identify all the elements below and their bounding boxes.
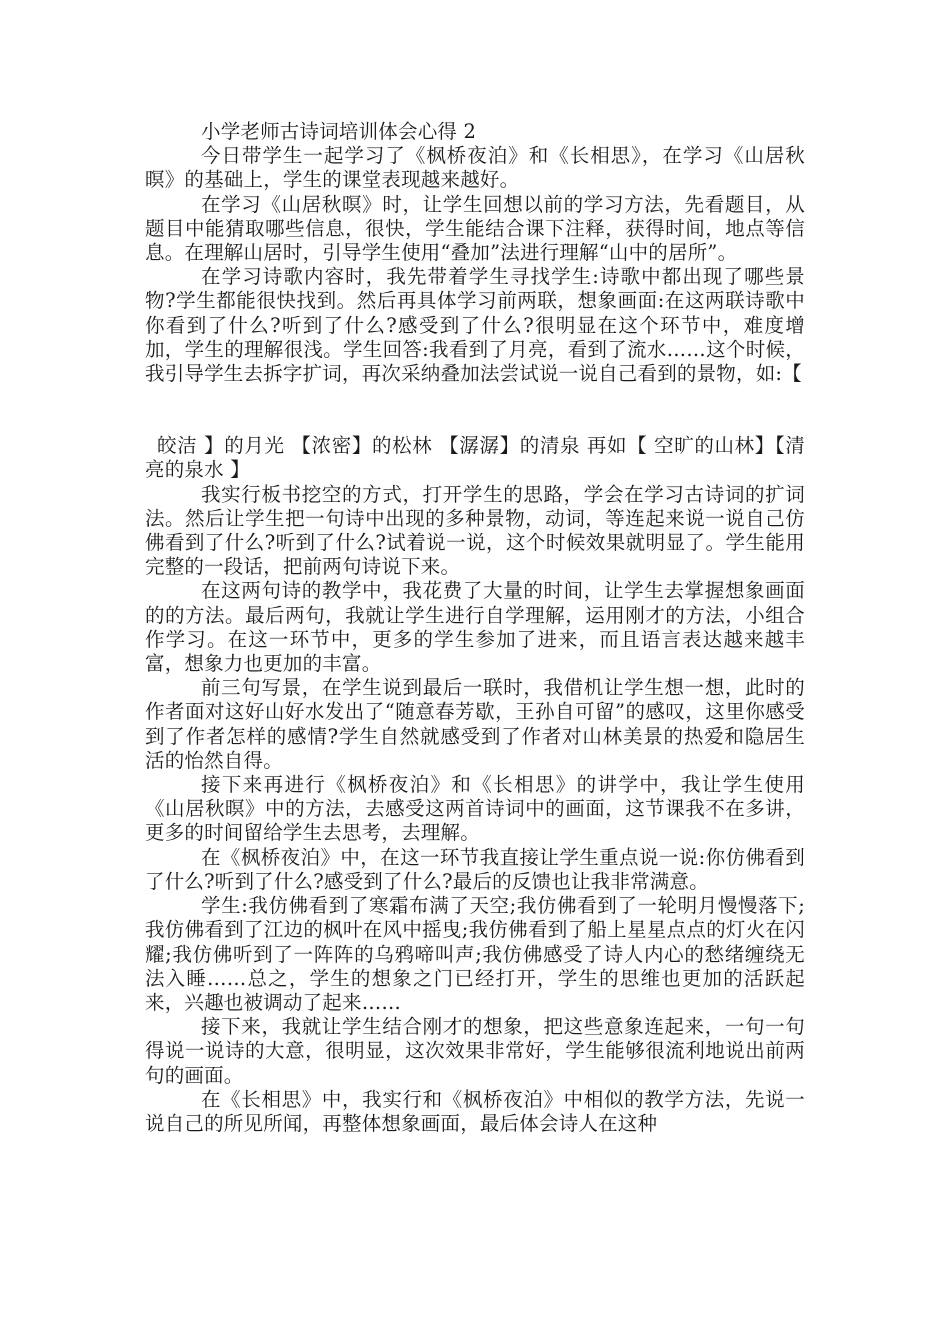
paragraph-7: 接下来再进行《枫桥夜泊》和《长相思》的讲学中，我让学生使用《山居秋暝》中的方法，去感受这两首诗词中的画面，这节课我不在多讲，更多的时间留给学生去思考，去理解。 <box>145 773 805 845</box>
paragraph-5: 在这两句诗的教学中，我花费了大量的时间，让学生去掌握想象画面的的方法。最后两句，我就让学生进行自学理解，运用刚才的方法，小组合作学习。在这一环节中，更多的学生参加了进来，而且语言表达越来越丰富，想象力也更加的丰富。 <box>145 579 805 676</box>
paragraph-9: 学生:我仿佛看到了寒霜布满了天空;我仿佛看到了一轮明月慢慢落下;我仿佛看到了江边的枫叶在风中摇曳;我仿佛看到了船上星星点点的灯火在闪耀;我仿佛听到了一阵阵的乌鸦啼叫声;我仿佛感受了诗人内心的愁绪缠绕无法入睡……总之，学生的想象之门已经打开，学生的思维也更加的活跃起来，兴趣也被调动了起来…… <box>145 894 805 1014</box>
document-title: 小学老师古诗词培训体会心得 2 <box>201 120 477 143</box>
paragraph-2: 在学习《山居秋暝》时，让学生回想以前的学习方法，先看题目，从题目中能猜取哪些信息，很快，学生能结合课下注释，获得时间，地点等信息。在理解山居时，引导学生使用“叠加”法进行理解“山中的居所”。 <box>145 192 805 265</box>
paragraph-11: 在《长相思》中，我实行和《枫桥夜泊》中相似的教学方法，先说一说自己的所见所闻，再整体想象画面，最后体会诗人在这种 <box>145 1087 805 1135</box>
paragraph-4: 我实行板书挖空的方式，打开学生的思路，学会在学习古诗词的扩词法。然后让学生把一句诗中出现的多种景物，动词，等连起来说一说自己仿佛看到了什么?听到了什么?试着说一说，这个时候效果就明显了。学生能用完整的一段话，把前两句诗说下来。 <box>145 482 805 579</box>
paragraph-10: 接下来，我就让学生结合刚才的想象，把这些意象连起来，一句一句得说一说诗的大意，很明显，这次效果非常好，学生能够很流利地说出前两句的画面。 <box>145 1015 805 1087</box>
blank-gap <box>145 386 805 434</box>
paragraph-8: 在《枫桥夜泊》中，在这一环节我直接让学生重点说一说:你仿佛看到了什么?听到了什么?感受到了什么?最后的反馈也让我非常满意。 <box>145 845 805 893</box>
document-page <box>145 120 805 1136</box>
paragraph-continuation: 皎洁 】的月光 【浓密】的松林 【潺潺】的清泉 再如【 空旷的山林】【清亮的泉水 】 <box>145 434 805 482</box>
paragraph-1: 今日带学生一起学习了《枫桥夜泊》和《长相思》，在学习《山居秋暝》的基础上，学生的课堂表现越来越好。 <box>145 144 805 192</box>
paragraph-3: 在学习诗歌内容时，我先带着学生寻找学生:诗歌中都出现了哪些景物?学生都能很快找到。然后再具体学习前两联，想象画面:在这两联诗歌中你看到了什么?听到了什么?感受到了什么?很明显在这个环节中，难度增加，学生的理解很浅。学生回答:我看到了月亮，看到了流水……这个时候，我引导学生去拆字扩词，再次采纳叠加法尝试说一说自己看到的景物，如:【 <box>145 265 805 386</box>
paragraph-6: 前三句写景，在学生说到最后一联时，我借机让学生想一想，此时的作者面对这好山好水发出了“随意春芳歇，王孙自可留”的感叹，这里你感受到了作者怎样的感情?学生自然就感受到了作者对山林美景的热爱和隐居生活的怡然自得。 <box>145 676 805 772</box>
